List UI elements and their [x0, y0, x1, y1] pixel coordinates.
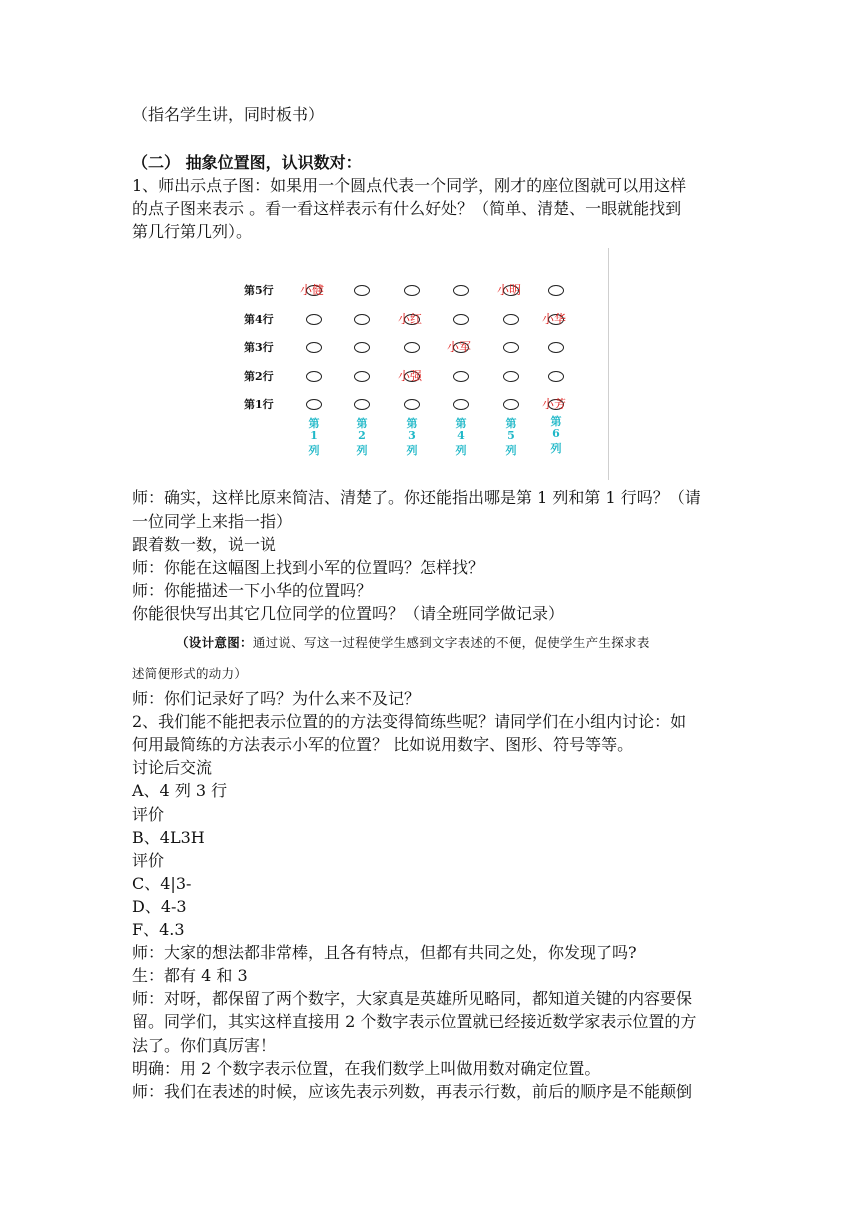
- seat-dot: [503, 342, 519, 353]
- seat-dot: [306, 342, 322, 353]
- column-label: [307, 418, 321, 457]
- seat-dot: [354, 399, 370, 410]
- column-label-part: 列: [356, 444, 368, 457]
- seat-dot: [306, 399, 322, 410]
- column-label-part: 2: [358, 429, 366, 442]
- seat-dot: [453, 314, 469, 325]
- column-label: [405, 418, 419, 457]
- column-label-part: 列: [406, 444, 418, 457]
- column-label-part: 4: [457, 429, 465, 442]
- seat-dot: [453, 399, 469, 410]
- text-line: 师：对呀，都保留了两个数字，大家真是英雄所见略同，都知道关键的内容要保: [132, 989, 693, 1008]
- seat-dot: [354, 371, 370, 382]
- row-label: 第2行: [244, 370, 274, 383]
- row-label: 第5行: [244, 284, 274, 297]
- column-label: [454, 418, 468, 457]
- column-label-part: 列: [505, 444, 517, 457]
- text-line: 何用最简练的方法表示小军的位置？ 比如说用数字、图形、符号等等。: [132, 735, 634, 754]
- column-label-part: 第: [455, 417, 467, 430]
- seat-dot: [548, 285, 564, 296]
- column-label: [504, 418, 518, 457]
- seat-dot: [503, 371, 519, 382]
- student-name: 小军: [447, 340, 472, 354]
- text-line: 生：都有 4 和 3: [132, 966, 248, 985]
- column-label-part: 1: [310, 429, 318, 442]
- design-note-line2: 述简便形式的动力）: [132, 666, 248, 681]
- text-line: 师：确实，这样比原来简洁、清楚了。你还能指出哪是第 1 列和第 1 行吗？（请: [132, 488, 701, 507]
- text-line: 第几行第几列）。: [132, 222, 253, 241]
- column-label-part: 第: [550, 415, 562, 428]
- student-name: 小华: [542, 312, 567, 326]
- text-line: F、4.3: [132, 920, 185, 939]
- text-line: 的点子图来表示 。看一看这样表示有什么好处？（简单、清楚、一眼就能找到: [132, 199, 682, 218]
- seat-dot: [354, 314, 370, 325]
- student-name: 小红: [398, 312, 423, 326]
- seat-dot: [548, 371, 564, 382]
- text-line: 你能很快写出其它几位同学的位置吗？（请全班同学做记录）: [132, 604, 565, 623]
- seat-dot: [453, 285, 469, 296]
- column-label-part: 第: [308, 417, 320, 430]
- column-label-part: 列: [455, 444, 467, 457]
- text-line: 师：我们在表述的时候，应该先表示列数，再表示行数，前后的顺序是不能颠倒: [132, 1082, 693, 1101]
- design-note-line1: [176, 634, 650, 652]
- design-note-text: 通过说、写这一过程使学生感到文字表述的不便，促使学生产生探求表: [252, 635, 650, 650]
- column-label-part: 第: [505, 417, 517, 430]
- column-label-part: 6: [552, 427, 560, 440]
- column-label-part: 第: [406, 417, 418, 430]
- seat-dot: [404, 285, 420, 296]
- text-line: 1、师出示点子图：如果用一个圆点代表一个同学，刚才的座位图就可以用这样: [132, 176, 687, 195]
- text-line: 2、我们能不能把表示位置的的方法变得简练些呢？请同学们在小组内讨论：如: [132, 712, 687, 731]
- row-label: 第4行: [244, 313, 274, 326]
- column-label: [355, 418, 369, 457]
- section-heading: （二） 抽象位置图，认识数对：: [132, 153, 362, 172]
- seat-dot: [306, 371, 322, 382]
- text-line: 留。同学们，其实这样直接用 2 个数字表示位置就已经接近数学家表示位置的方: [132, 1012, 697, 1031]
- text-line: 师：你能描述一下小华的位置吗？: [132, 581, 373, 600]
- text-line: 师：你能在这幅图上找到小军的位置吗？怎样找？: [132, 558, 485, 577]
- column-label: [549, 416, 563, 455]
- seat-dot: [453, 371, 469, 382]
- text-line: 讨论后交流: [132, 758, 213, 777]
- seat-dot: [503, 314, 519, 325]
- column-label-part: 5: [507, 429, 515, 442]
- seat-dot: [548, 342, 564, 353]
- seat-dot: [404, 399, 420, 410]
- seat-dot: [354, 342, 370, 353]
- text-line: 师：你们记录好了吗？为什么来不及记？: [132, 689, 421, 708]
- figure-divider: [608, 248, 609, 480]
- column-label-part: 第: [356, 417, 368, 430]
- seating-dot-figure: [232, 248, 610, 480]
- column-label-part: 列: [550, 442, 562, 455]
- student-name: 小健: [300, 283, 325, 297]
- student-name: 小明: [497, 283, 522, 297]
- seat-dot: [306, 314, 322, 325]
- text-line-instruction: （指名学生讲，同时板书）: [132, 105, 325, 124]
- student-name: 小芳: [542, 397, 567, 411]
- design-note-label: （设计意图：: [176, 635, 253, 650]
- text-line: C、4|3-: [132, 874, 192, 893]
- student-name: 小强: [398, 369, 423, 383]
- text-line: 明确：用 2 个数字表示位置，在我们数学上叫做用数对确定位置。: [132, 1059, 601, 1078]
- text-line: A、4 列 3 行: [132, 781, 228, 800]
- row-label: 第1行: [244, 398, 274, 411]
- column-label-part: 3: [408, 429, 416, 442]
- seat-dot: [503, 399, 519, 410]
- text-line: 师：大家的想法都非常棒，且各有特点，但都有共同之处，你发现了吗?: [132, 943, 637, 962]
- text-line: 一位同学上来指一指）: [132, 512, 293, 531]
- text-line: 法了。你们真厉害！: [132, 1036, 277, 1055]
- text-line: B、4L3H: [132, 828, 205, 847]
- text-line: 跟着数一数，说一说: [132, 535, 277, 554]
- text-line: 评价: [132, 851, 165, 870]
- text-line: 评价: [132, 805, 165, 824]
- seat-dot: [354, 285, 370, 296]
- column-label-part: 列: [308, 444, 320, 457]
- seat-dot: [404, 342, 420, 353]
- row-label: 第3行: [244, 341, 274, 354]
- text-line: D、4-3: [132, 897, 187, 916]
